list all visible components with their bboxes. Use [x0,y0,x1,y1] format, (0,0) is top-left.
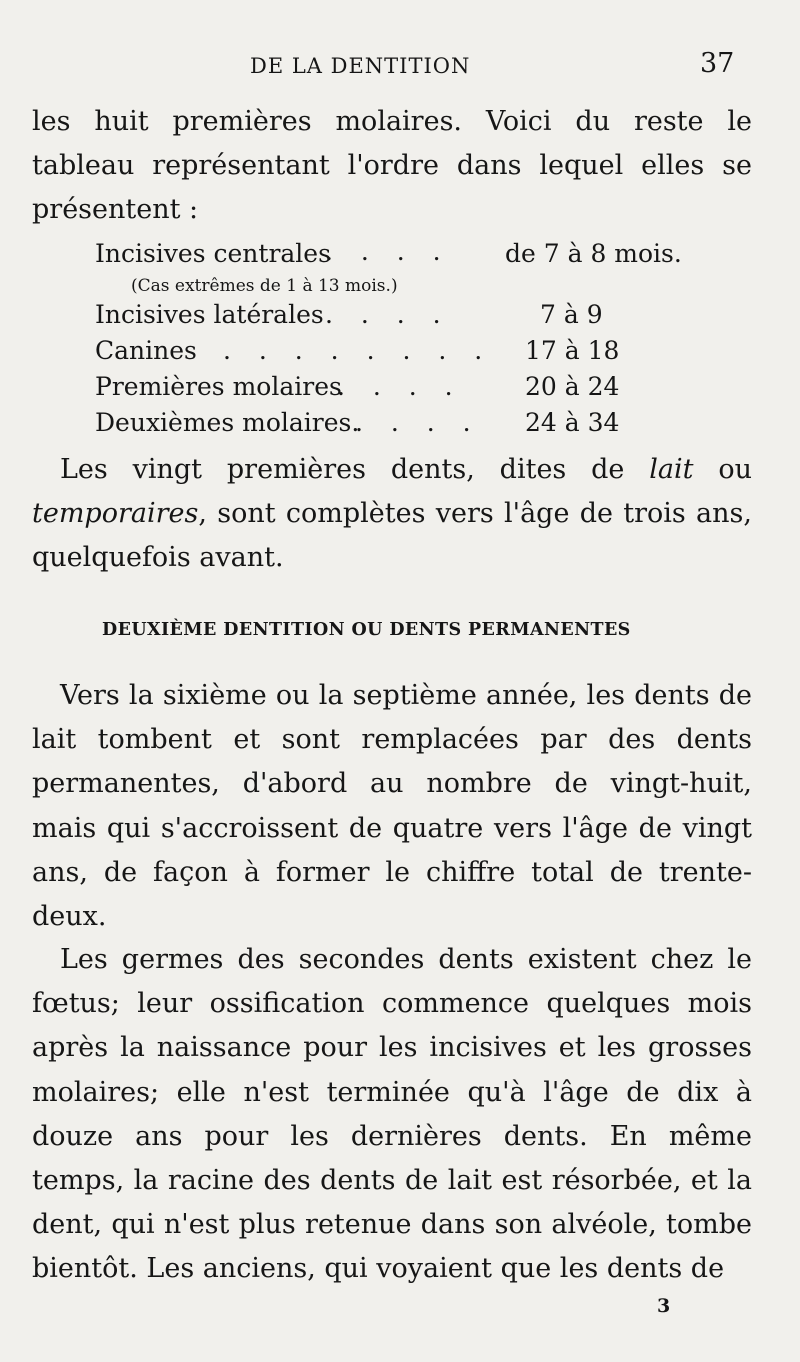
row-label: Premières molaires [95,372,342,401]
signature-mark: 3 [657,1295,671,1317]
eruption-table [95,237,735,444]
row-label: Deuxièmes molaires. [95,408,360,437]
table-row [95,237,735,273]
page-number: 37 [700,48,735,79]
germes-paragraph: Les germes des secondes dents existent chez le fœtus; leur ossification commence quelques mois après la naissance pour les incisives et les grosses molaires; elle n'est terminée qu'à l'âge de dix à douze ans pour les dernières dents. En même temps, la racine des dents de lait est résorbée, et la dent, qui n'est plus retenue dans son alvéole, tombe bientôt. Les anciens, qui voyaient que les dents de [32,944,752,1285]
leader-dots: . . . . [337,372,463,401]
table-row [95,408,735,444]
vers-paragraph: Vers la sixième ou la septième année, les dents de lait tombent et sont remplacées par des dents permanentes, d'abord au nombre de vingt-huit, mais qui s'accroissent de quatre vers l'âge de vingt ans, de façon à former le chiffre total de trente-deux. [32,680,752,933]
table-row [95,300,735,336]
lait-paragraph [32,448,752,581]
lait-term: lait [649,454,694,485]
table-row [95,372,735,408]
running-title: DE LA DENTITION [250,54,471,78]
temporaires-term: temporaires [32,498,199,530]
section-heading: DEUXIÈME DENTITION OU DENTS PERMANENTES [102,620,631,640]
lait-text-after: , sont complètes vers l'âge de trois ans, quelquefois avant. [32,498,752,574]
running-head [0,48,800,82]
leader-dots: . . . . . . . . [223,336,493,365]
table-note: (Cas extrêmes de 1 à 13 mois.) [131,276,398,296]
row-label: Canines [95,336,197,365]
leader-dots: . . . . [355,408,481,437]
lait-text-middle: ou [693,454,752,485]
row-value: 24 à 34 [525,408,620,437]
intro-paragraph: les huit premières molaires. Voici du reste le tableau représentant l'ordre dans lequel elles se présentent : [32,106,752,226]
lait-text-before: Les vingt premières dents, dites de [60,454,650,485]
table-row [95,336,735,372]
row-value: 7 à 9 [540,300,603,329]
row-value: de 7 à 8 mois. [505,239,682,268]
row-value: 17 à 18 [525,336,620,365]
row-value: 20 à 24 [525,372,620,401]
leader-dots: . . . . [325,300,451,329]
row-label: Incisives latérales [95,300,324,329]
leader-dots: . . . . [325,237,451,266]
row-label: Incisives centrales [95,239,331,268]
